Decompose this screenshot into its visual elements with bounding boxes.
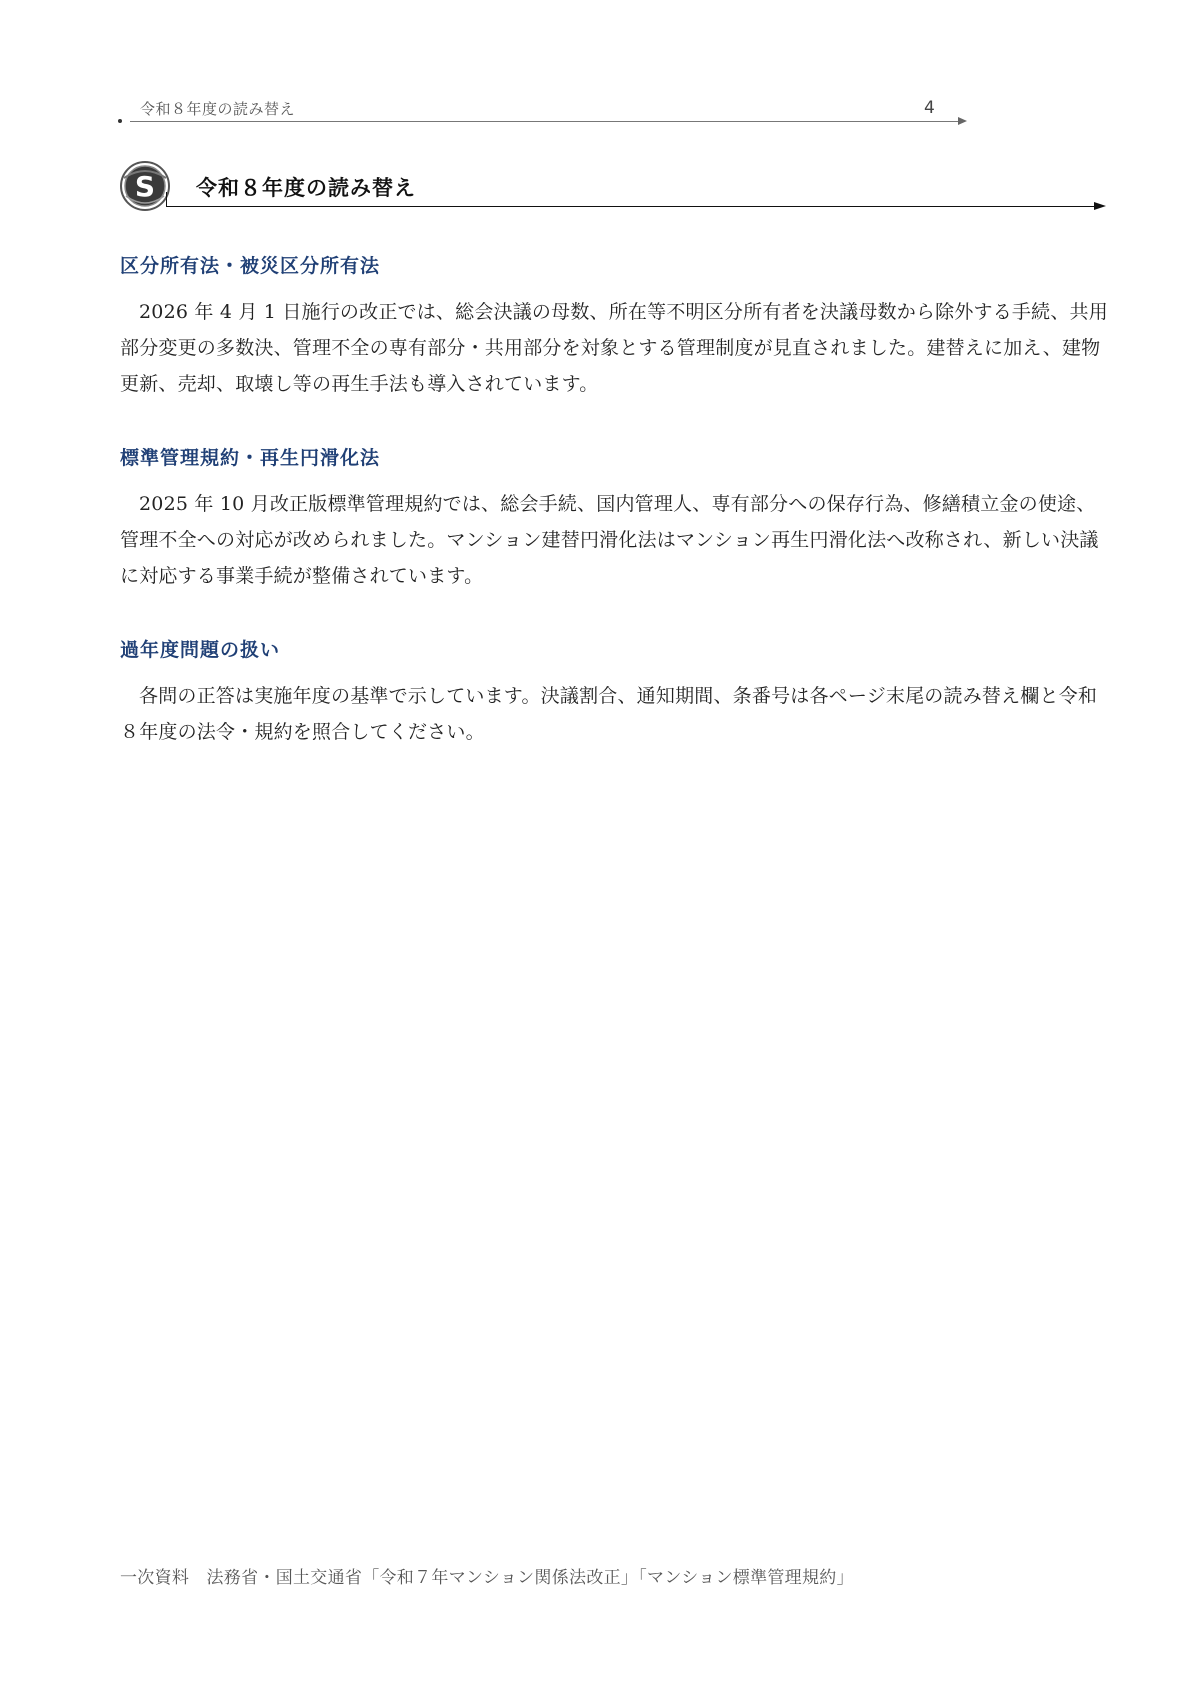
section-hyojun-kanri-kiyaku [120, 443, 1110, 594]
logo-letter: S [134, 170, 156, 203]
section-kubun-shoyuho [120, 251, 1110, 402]
chapter-logo-icon [118, 158, 172, 212]
chapter-rule [166, 206, 1096, 207]
chapter-arrow-icon [1094, 202, 1106, 210]
page-number: 4 [924, 98, 935, 118]
running-header-title: 令和８年度の読み替え [140, 100, 296, 118]
section-body: 2025 年 10 月改正版標準管理規約では、総会手続、国内管理人、専有部分への保存行為、修繕積立金の使途、管理不全への対応が改められました。マンション建替円滑化法はマンション再生円滑化法へ改称され、新しい決議に対応する事業手続が整備されています。 [120, 493, 1099, 587]
section-kanendo-mondai [120, 635, 1110, 750]
header-bullet [118, 119, 122, 123]
chapter-heading [118, 158, 1108, 218]
running-header [118, 98, 964, 124]
chapter-rule-tick [166, 192, 167, 207]
chapter-title: 令和８年度の読み替え [196, 176, 416, 200]
section-body: 各問の正答は実施年度の基準で示しています。決議割合、通知期間、条番号は各ページ末尾の読み替え欄と令和８年度の法令・規約を照合してください。 [120, 685, 1098, 743]
section-heading: 過年度問題の扱い [120, 639, 281, 661]
section-heading: 区分所有法・被災区分所有法 [120, 255, 381, 277]
header-arrow-icon [958, 117, 967, 125]
section-heading: 標準管理規約・再生円滑化法 [120, 447, 381, 469]
header-rule [130, 121, 960, 122]
section-body: 2026 年 4 月 1 日施行の改正では、総会決議の母数、所在等不明区分所有者を決議母数から除外する手続、共用部分変更の多数決、管理不全の専有部分・共用部分を対象とする管理制度が見直されました。建替えに加え、建物更新、売却、取壊し等の再生手法も導入されています。 [120, 301, 1108, 395]
footer-source: 一次資料 法務省・国土交通省「令和７年マンション関係法改正」「マンション標準管理規約」 [120, 1568, 854, 1588]
